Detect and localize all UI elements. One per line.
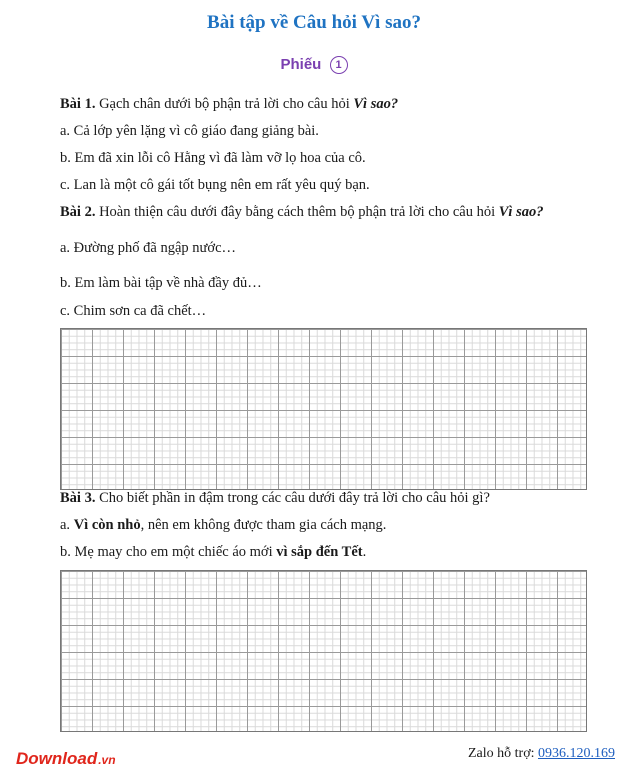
ex2-question-word: Vì sao? [498,204,544,220]
ex1-question-word: Vì sao? [353,96,399,112]
logo-tld: .vn [98,753,116,767]
ex1-item-a: a. Cả lớp yên lặng vì cô giáo đang giảng bài. [60,123,319,139]
support-label: Zalo hỗ trợ: [468,746,538,761]
download-logo[interactable] [16,749,116,769]
ex3-heading: Bài 3. [60,490,96,506]
support-phone-link[interactable]: 0936.120.169 [538,746,615,761]
sheet-label [0,56,628,74]
ex2-item-c: c. Chim sơn ca đã chết… [60,303,207,319]
ex3-item-a-rest: , nên em không được tham gia cách mạng. [140,517,387,533]
ex3-item-b-prefix: b. Mẹ may cho em một chiếc áo mới [60,544,277,560]
ex1-instruction [60,96,398,113]
ex3-instruction-text: Cho biết phần in đậm trong các câu dưới đây trả lời cho câu hỏi gì? [95,490,490,506]
support-contact [468,746,615,762]
ex3-item-b [60,544,366,561]
ex2-heading: Bài 2. [60,204,96,220]
ex3-item-a [60,517,386,534]
ex2-item-b: b. Em làm bài tập về nhà đầy đủ… [60,275,262,291]
ex3-item-b-rest: . [362,544,367,560]
ex3-item-a-prefix: a. [60,517,74,533]
sheet-label-text: Phiếu [280,56,322,73]
sheet-number-badge: 1 [330,56,348,74]
ex2-instruction [60,204,543,221]
ex2-instruction-text: Hoàn thiện câu dưới đây bằng cách thêm bộ phận trả lời cho câu hỏi [95,204,499,220]
ex1-item-b: b. Em đã xin lỗi cô Hằng vì đã làm vỡ lọ hoa của cô. [60,150,366,166]
writing-grid-1 [60,328,587,490]
ex1-heading: Bài 1. [60,96,96,112]
page-title: Bài tập về Câu hỏi Vì sao? [207,12,421,33]
ex3-item-b-bold: vì sắp đến Tết [276,544,363,560]
ex3-item-a-bold: Vì còn nhỏ [73,517,141,533]
ex2-item-a: a. Đường phố đã ngập nước… [60,240,237,256]
ex3-instruction [60,490,490,507]
ex1-item-c: c. Lan là một cô gái tốt bụng nên em rất yêu quý bạn. [60,177,370,193]
writing-grid-2 [60,570,587,732]
ex1-instruction-text: Gạch chân dưới bộ phận trả lời cho câu hỏi [95,96,354,112]
logo-text: Download [16,749,98,768]
